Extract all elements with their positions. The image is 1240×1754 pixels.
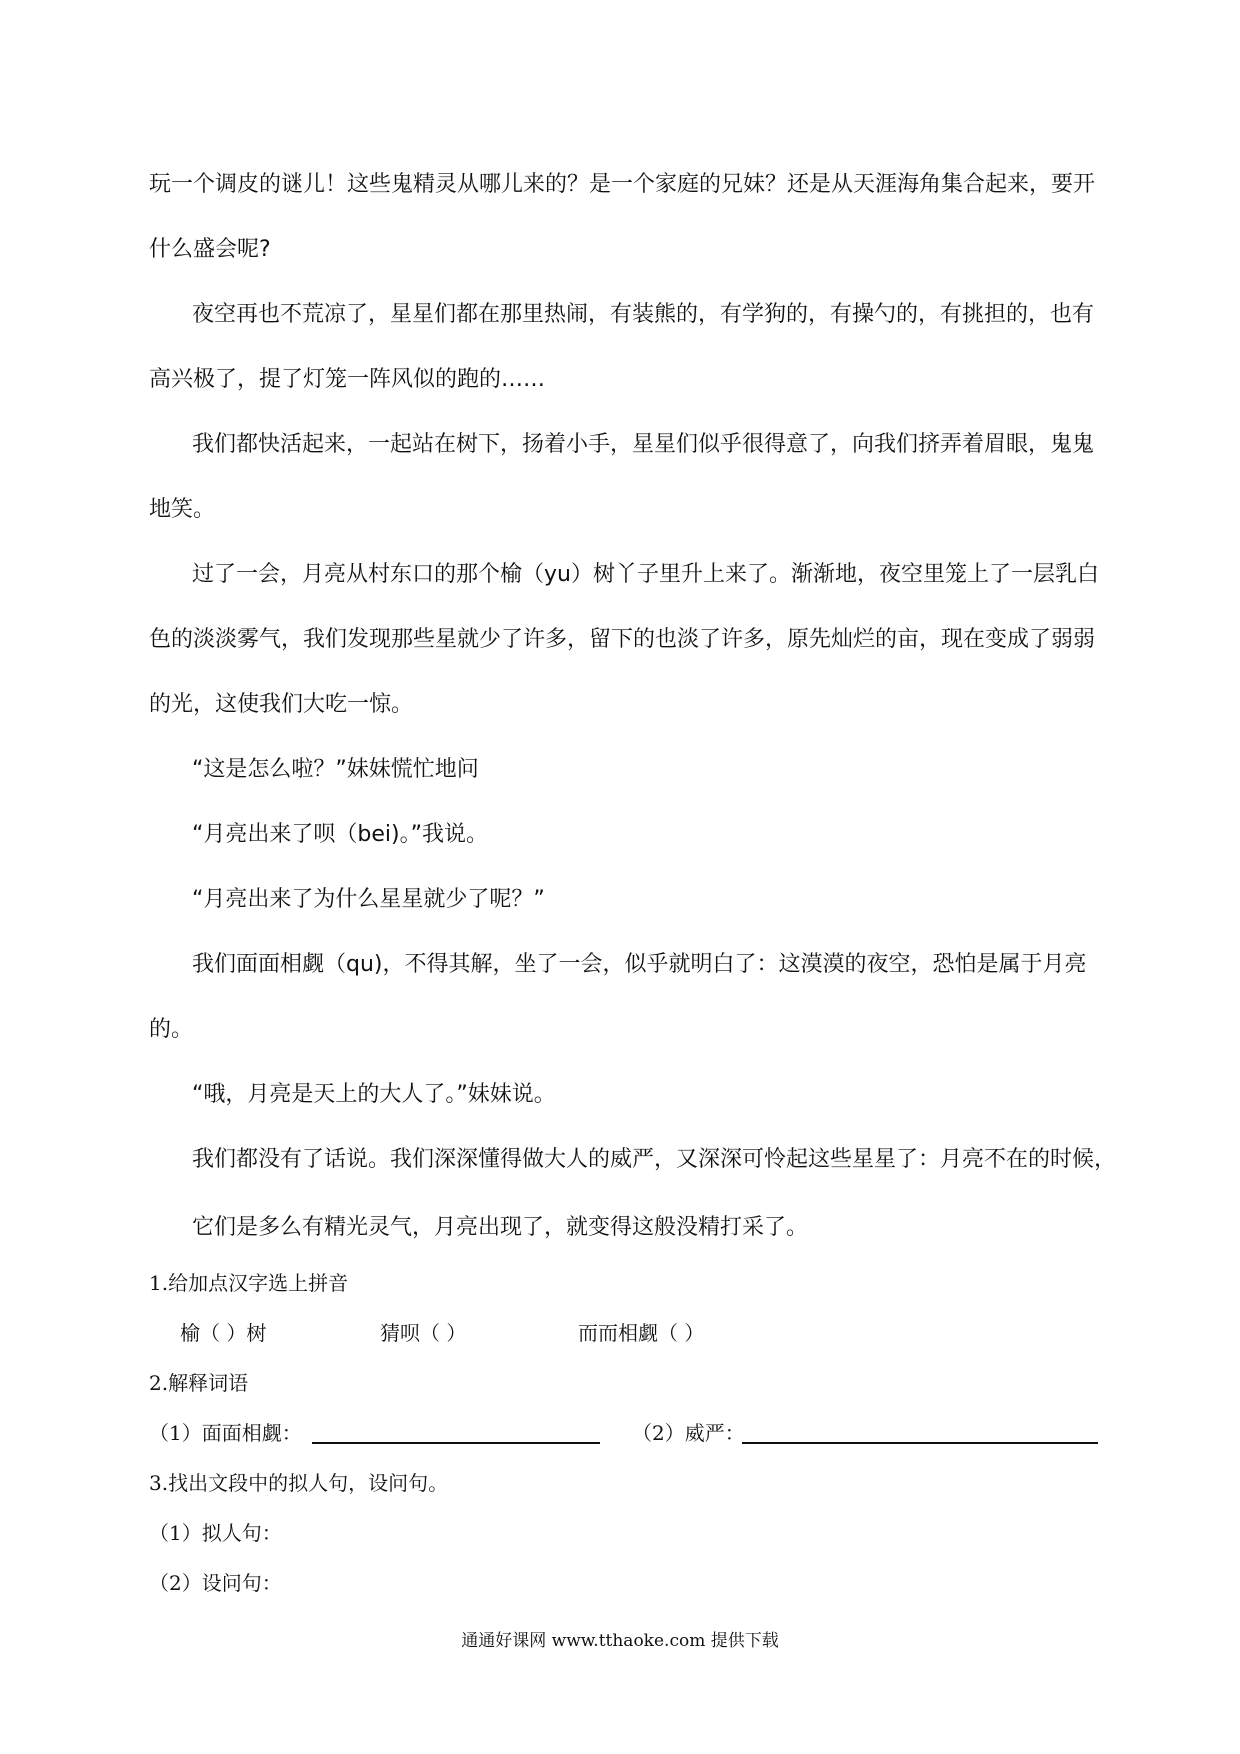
answer-blank[interactable] [742, 1442, 1098, 1444]
question-3-title: 3.找出文段中的拟人句，设问句。 [149, 1471, 449, 1495]
page-footer: 通通好课网 www.tthaoke.com 提供下载 [461, 1631, 779, 1651]
passage-line: 它们是多么有精光灵气，月亮出现了，就变得这般没精打采了。 [192, 1215, 809, 1240]
question-1-title: 1.给加点汉字选上拼音 [149, 1271, 349, 1295]
dialogue-line: “月亮出来了为什么星星就少了呢？” [192, 887, 545, 912]
dialogue-line: “月亮出来了呗（bei)。”我说。 [192, 822, 488, 847]
passage-line: 玩一个调皮的谜儿！这些鬼精灵从哪儿来的？是一个家庭的兄妹？还是从天涯海角集合起来，要开 [149, 172, 1096, 197]
question-2-item: （2）威严： [632, 1421, 745, 1445]
passage-line: 我们都没有了话说。我们深深懂得做大人的威严，又深深可怜起这些星星了：月亮不在的时候， [192, 1147, 1117, 1172]
question-2-item: （1）面面相觑： [149, 1421, 302, 1445]
passage-line: 我们都快活起来，一起站在树下，扬着小手，星星们似乎很得意了，向我们挤弄着眉眼，鬼鬼 [192, 432, 1095, 457]
question-3-item: （1）拟人句： [149, 1521, 282, 1545]
passage-line: 地笑。 [149, 497, 216, 522]
question-1-item: 猜呗（ ） [380, 1321, 467, 1345]
passage-line: 色的淡淡雾气，我们发现那些星就少了许多，留下的也淡了许多，原先灿烂的亩，现在变成了弱弱 [149, 627, 1096, 652]
passage-line: 什么盛会呢? [149, 237, 271, 262]
question-1-item: 而而相觑（ ） [578, 1321, 705, 1345]
passage-line: 高兴极了，提了灯笼一阵风似的跑的…… [149, 367, 546, 392]
question-1-item: 榆（ ）树 [180, 1321, 267, 1345]
question-2-title: 2.解释词语 [149, 1371, 249, 1395]
passage-line: 的光，这使我们大吃一惊。 [149, 692, 414, 717]
dialogue-line: “这是怎么啦？”妹妹慌忙地问 [192, 757, 479, 782]
dialogue-line: “哦，月亮是天上的大人了。”妹妹说。 [192, 1082, 556, 1107]
passage-line: 过了一会，月亮从村东口的那个榆（yu）树丫子里升上来了。渐渐地，夜空里笼上了一层乳白 [192, 562, 1099, 587]
answer-blank[interactable] [312, 1442, 600, 1444]
passage-line: 的。 [149, 1017, 194, 1042]
passage-line: 夜空再也不荒凉了，星星们都在那里热闹，有装熊的，有学狗的，有操勺的，有挑担的，也有 [192, 302, 1095, 327]
question-3-item: （2）设问句： [149, 1571, 282, 1595]
passage-line: 我们面面相觑（qu)，不得其解，坐了一会，似乎就明白了：这漠漠的夜空，恐怕是属于月亮 [192, 952, 1087, 977]
